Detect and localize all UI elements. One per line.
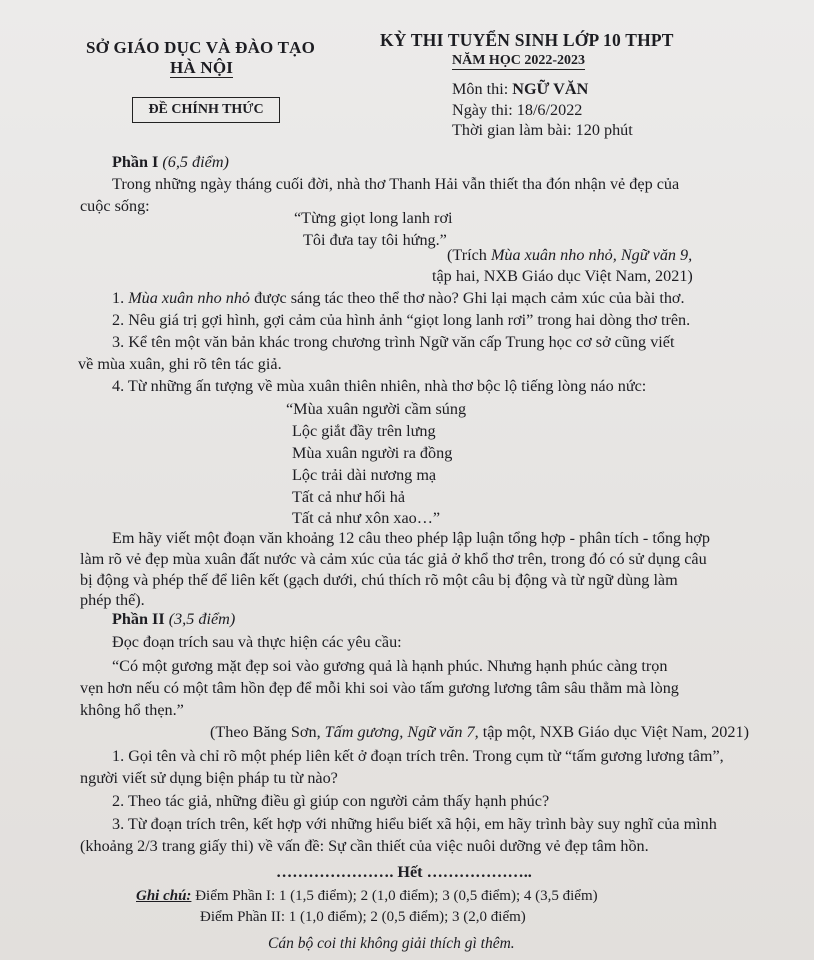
- part1-task-line3: bị động và phép thế để liên kết (gạch dưới, chú thích rõ một câu bị động và từ ngữ dùng làm: [80, 571, 678, 589]
- poem-line-2: Lộc giắt đầy trên lưng: [292, 422, 436, 440]
- q1-text: được sáng tác theo thể thơ nào? Ghi lại mạch cảm xúc của bài thơ.: [250, 289, 685, 307]
- official-exam-box: ĐỀ CHÍNH THỨC: [132, 97, 280, 123]
- note-part1-scores: Điểm Phần I: 1 (1,5 điểm); 2 (1,0 điểm); 3 (0,5 điểm); 4 (3,5 điểm): [191, 888, 598, 904]
- end-marker: …………………. Hết ………………..: [276, 863, 532, 881]
- part1-title: Phần I: [112, 153, 159, 171]
- part1-points: (6,5 điểm): [162, 153, 229, 171]
- part2-question-2: 2. Theo tác giả, những điều gì giúp con người cảm thấy hạnh phúc?: [112, 792, 550, 810]
- part2-source-open: (Theo Băng Sơn,: [210, 723, 325, 741]
- note-line-1: [136, 886, 598, 906]
- part2-source-work: Tấm gương, Ngữ văn 7,: [324, 723, 479, 741]
- part2-question-1-line2: người viết sử dụng biện pháp tu từ nào?: [80, 769, 338, 787]
- school-year: NĂM HỌC 2022-2023: [452, 53, 585, 68]
- part2-quote-line2: vẹn hơn nếu có một tâm hồn đẹp để mỗi khi soi vào tấm gương lương tâm sâu thẳm mà lòng: [80, 679, 679, 697]
- q1-number: 1.: [112, 289, 129, 307]
- part1-task-line4: phép thế).: [80, 591, 145, 609]
- part1-question-1: [112, 288, 685, 308]
- part1-heading: [112, 152, 229, 172]
- note-part2-scores: Điểm Phần II: 1 (1,0 điểm); 2 (0,5 điểm); 3 (2,0 điểm): [200, 909, 526, 925]
- part2-source: [210, 722, 749, 742]
- part2-quote-line3: không hổ thẹn.”: [80, 701, 184, 719]
- department-city: [170, 58, 233, 78]
- exam-duration: Thời gian làm bài: 120 phút: [452, 121, 633, 139]
- exam-date-line: [452, 100, 582, 120]
- part1-source-line2: tập hai, NXB Giáo dục Việt Nam, 2021): [432, 267, 693, 285]
- part2-intro: Đọc đoạn trích sau và thực hiện các yêu cầu:: [112, 633, 402, 651]
- part2-title: Phần II: [112, 610, 165, 628]
- part1-intro-line2: cuộc sống:: [80, 197, 150, 215]
- date-label: Ngày thi:: [452, 101, 513, 119]
- part1-question-3-line2: về mùa xuân, ghi rõ tên tác giả.: [78, 355, 282, 373]
- part1-question-2: 2. Nêu giá trị gợi hình, gợi cảm của hình ảnh “giọt long lanh rơi” trong hai dòng thơ trên.: [112, 311, 691, 329]
- department-city-text: HÀ NỘI: [170, 58, 234, 77]
- part1-source-line1: [447, 245, 692, 265]
- part1-intro-line1: Trong những ngày tháng cuối đời, nhà thơ Thanh Hải vẫn thiết tha đón nhận vẻ đẹp của: [112, 175, 680, 193]
- part1-question-3-line1: 3. Kể tên một văn bản khác trong chương trình Ngữ văn cấp Trung học cơ sở cũng viết: [112, 333, 675, 351]
- part2-question-3-line2: (khoảng 2/3 trang giấy thi) về vấn đề: Sự cần thiết của việc nuôi dưỡng vẻ đẹp tâm hồn.: [80, 837, 649, 855]
- part1-question-4: 4. Từ những ấn tượng về mùa xuân thiên nhiên, nhà thơ bộc lộ tiếng lòng náo nức:: [112, 377, 647, 395]
- exam-title: KỲ THI TUYỂN SINH LỚP 10 THPT: [380, 30, 674, 50]
- part1-task-line2: làm rõ vẻ đẹp mùa xuân đất nước và cảm xúc của tác giả ở khổ thơ trên, trong đó có sử dụng câu: [80, 550, 707, 568]
- part2-source-rest: tập một, NXB Giáo dục Việt Nam, 2021): [478, 723, 749, 741]
- subject-line: [452, 79, 588, 99]
- poem-line-1: “Mùa xuân người cầm súng: [286, 400, 467, 418]
- subject-label: Môn thi:: [452, 80, 509, 98]
- verse-line-1: “Từng giọt long lanh rơi: [294, 209, 453, 227]
- exam-date: 18/6/2022: [516, 101, 583, 119]
- q1-work-title: Mùa xuân nho nhỏ: [128, 289, 251, 307]
- poem-line-6: Tất cả như xôn xao…”: [292, 509, 441, 527]
- closing-note: Cán bộ coi thi không giải thích gì thêm.: [268, 935, 515, 952]
- note-label: Ghi chú:: [136, 888, 192, 904]
- poem-line-3: Mùa xuân người ra đồng: [292, 444, 453, 462]
- part2-points: (3,5 điểm): [168, 610, 236, 628]
- poem-line-5: Tất cả như hối hả: [292, 488, 406, 506]
- part1-source-work: Mùa xuân nho nhỏ, Ngữ văn 9,: [490, 246, 693, 264]
- part2-heading: [112, 609, 235, 629]
- poem-line-4: Lộc trải dài nương mạ: [292, 466, 437, 484]
- department-name: SỞ GIÁO DỤC VÀ ĐÀO TẠO: [86, 38, 316, 57]
- part1-task-line1: Em hãy viết một đoạn văn khoảng 12 câu theo phép lập luận tổng hợp - phân tích - tổng hợp: [112, 529, 710, 547]
- part1-source-open: (Trích: [447, 246, 491, 264]
- part2-question-3-line1: 3. Từ đoạn trích trên, kết hợp với những hiểu biết xã hội, em hãy trình bày suy nghĩ của mình: [112, 815, 717, 833]
- part2-question-1-line1: 1. Gọi tên và chỉ rõ một phép liên kết ở đoạn trích trên. Trong cụm từ “tấm gương lương tâm”,: [112, 747, 724, 765]
- subject-name: NGỮ VĂN: [512, 80, 589, 98]
- part2-quote-line1: “Có một gương mặt đẹp soi vào gương quả là hạnh phúc. Nhưng hạnh phúc càng trọn: [112, 657, 668, 675]
- verse-line-2: Tôi đưa tay tôi hứng.”: [303, 231, 447, 249]
